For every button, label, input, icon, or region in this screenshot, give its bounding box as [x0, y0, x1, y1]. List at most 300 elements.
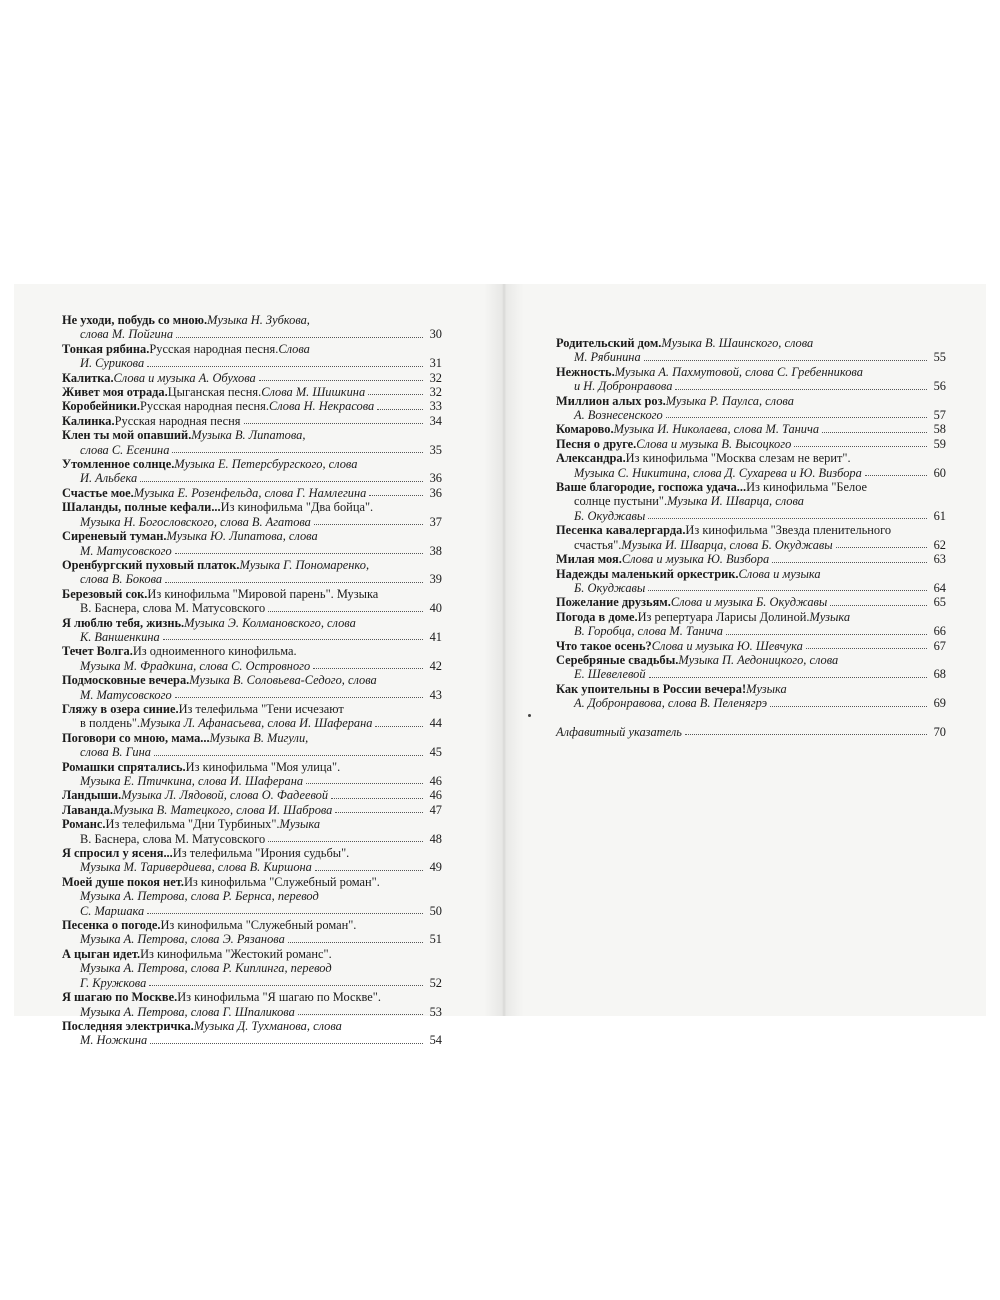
toc-entry-line	[62, 428, 442, 442]
song-title: Ромашки спрятались.	[62, 759, 186, 774]
toc-entry-line	[62, 673, 442, 687]
song-credits: М. Ножкина	[80, 1033, 148, 1048]
dot-leader	[259, 371, 423, 381]
page-number: 36	[429, 485, 442, 500]
right-page	[502, 284, 986, 1016]
song-credits: Слова и музыка Ю. Визбора	[621, 552, 770, 567]
song-title: Александра.	[556, 451, 626, 466]
toc-entry-line	[62, 760, 442, 774]
dot-leader	[865, 466, 927, 476]
song-credits: Г. Кружкова	[80, 975, 147, 990]
song-title: Утомленное солнце.	[62, 457, 175, 472]
dot-leader	[149, 976, 423, 986]
toc-entry-line	[62, 846, 442, 860]
song-source: Русская народная песня.	[139, 399, 269, 414]
dot-leader	[147, 356, 423, 366]
song-source: Из кинофильма "Я шагаю по Москве".	[177, 990, 381, 1005]
toc-entry-line	[556, 567, 946, 581]
toc-entry-line	[556, 509, 946, 523]
page-number: 70	[933, 724, 946, 739]
toc-entry	[62, 817, 442, 846]
toc-entry	[62, 702, 442, 731]
toc-entry	[62, 616, 442, 645]
toc-entry	[62, 760, 442, 789]
song-title: Клен ты мой опавший.	[62, 428, 192, 443]
toc-entry-line	[556, 639, 946, 653]
page-number: 69	[933, 696, 946, 711]
dot-leader	[685, 725, 927, 735]
toc-entry	[62, 587, 442, 616]
song-credits: Музыка	[809, 609, 851, 624]
song-credits: К. Ваншенкина	[80, 629, 160, 644]
song-credits: Музыка И. Шварца, слова	[667, 494, 804, 509]
toc-entry	[556, 567, 946, 596]
toc-entry	[556, 336, 946, 365]
toc-entry	[556, 552, 946, 566]
song-credits: Музыка П. Аедоницкого, слова	[678, 652, 839, 667]
song-source: Из телефильма "Дни Турбиных".	[105, 817, 280, 832]
song-credits: Алфавитный указатель	[556, 724, 682, 739]
page-number: 52	[429, 975, 442, 990]
song-title: Надежды маленький оркестрик.	[556, 566, 739, 581]
toc-entry-line	[556, 725, 946, 739]
dot-leader	[649, 667, 927, 677]
toc-entry-line	[556, 451, 946, 465]
toc-entry	[62, 428, 442, 457]
toc-entry-line	[62, 529, 442, 543]
toc-entry	[62, 500, 442, 529]
song-credits: В. Горобца, слова М. Танича	[574, 624, 724, 639]
page-number: 36	[429, 471, 442, 486]
song-title: Серебряные свадьбы.	[556, 652, 679, 667]
dot-leader	[154, 745, 423, 755]
song-source: Русская народная песня	[114, 413, 241, 428]
song-source: Из кинофильма "Служебный роман".	[183, 874, 380, 889]
toc-entry	[556, 639, 946, 653]
toc-entry	[62, 414, 442, 428]
song-credits: слова В. Гина	[80, 745, 151, 760]
toc-entry-line	[556, 581, 946, 595]
toc-entry	[556, 451, 946, 480]
song-title: Калинка.	[62, 413, 115, 428]
dot-leader	[268, 832, 423, 842]
toc-entry-line	[62, 572, 442, 586]
toc-entry	[62, 846, 442, 875]
page-number: 62	[933, 537, 946, 552]
toc-entry	[62, 385, 442, 399]
page-number: 45	[429, 745, 442, 760]
toc-entry-line	[62, 471, 442, 485]
page-number: 33	[429, 399, 442, 414]
song-credits: Музыка Е. Розенфельда, слова Г. Намлегина	[133, 485, 367, 500]
toc-entry-line	[62, 832, 442, 846]
song-source: Из телефильма "Ирония судьбы".	[172, 846, 350, 861]
toc-entry	[556, 480, 946, 523]
song-title: Нежность.	[556, 364, 615, 379]
song-title: Коробейники.	[62, 399, 140, 414]
song-credits: Б. Окуджавы	[574, 508, 646, 523]
song-title: Как упоительны в России вечера!	[556, 681, 747, 696]
song-source: Из репертуара Ларисы Долиной.	[637, 609, 810, 624]
song-source: в полдень".	[80, 716, 141, 731]
page-number: 38	[429, 543, 442, 558]
toc-entry-line	[556, 653, 946, 667]
toc-entry-line	[62, 558, 442, 572]
song-credits: Музыка Р. Паулса, слова	[665, 393, 794, 408]
song-credits: Музыка Д. Тухманова, слова	[193, 1018, 342, 1033]
dot-leader	[244, 414, 424, 424]
toc-entry	[62, 875, 442, 918]
toc-entry-line	[62, 774, 442, 788]
song-credits: Музыка В. Мигули,	[209, 730, 309, 745]
song-title: Сиреневый туман.	[62, 529, 167, 544]
song-title: Лаванда.	[62, 802, 114, 817]
toc-entry-line	[62, 327, 442, 341]
toc-entry-line	[556, 350, 946, 364]
song-credits: Слова М. Шишкина	[261, 385, 366, 400]
song-credits: Музыка Л. Афанасьева, слова И. Шаферана	[140, 716, 373, 731]
dot-leader	[648, 509, 927, 519]
song-credits: слова М. Пойгина	[80, 327, 174, 342]
dot-leader	[331, 788, 423, 798]
page-number: 67	[933, 638, 946, 653]
song-credits: Слова и музыка	[738, 566, 821, 581]
dot-leader	[794, 437, 927, 447]
toc-entry-line	[62, 385, 442, 399]
toc-entry-line	[556, 523, 946, 537]
toc-entry-line	[556, 552, 946, 566]
song-credits: Музыка	[279, 817, 321, 832]
song-title: Песня о друге.	[556, 436, 637, 451]
toc-entry-line	[556, 667, 946, 681]
page-number: 60	[933, 465, 946, 480]
dot-leader	[772, 552, 927, 562]
song-credits: Музыка В. Соловьева-Седого, слова	[189, 673, 377, 688]
song-credits: Слова и музыка Ю. Шевчука	[651, 638, 803, 653]
song-credits: Музыка А. Пахмутовой, слова С. Гребенникова	[614, 364, 863, 379]
song-credits: М. Матусовского	[80, 687, 172, 702]
song-credits: Музыка Е. Птичкина, слова И. Шаферана	[80, 774, 304, 788]
toc-entry-line	[62, 976, 442, 990]
contents-list-left	[62, 313, 442, 1048]
dot-leader	[147, 904, 423, 914]
song-credits: А. Вознесенского	[574, 408, 663, 423]
toc-entry-line	[62, 457, 442, 471]
song-title: Не уходи, побудь со мною.	[62, 313, 208, 327]
song-credits: Слова Н. Некрасова	[268, 399, 375, 414]
song-title: А цыган идет.	[62, 946, 141, 961]
toc-entry-line	[62, 659, 442, 673]
song-title: Ваше благородие, госпожа удача...	[556, 480, 747, 495]
song-credits: Музыка В. Липатова,	[191, 428, 306, 443]
song-title: Гляжу в озера синие.	[62, 701, 179, 716]
song-source: Цыганская песня.	[167, 385, 262, 400]
page-number: 39	[429, 572, 442, 587]
dot-leader	[298, 1005, 423, 1015]
song-title: Тонкая рябина.	[62, 341, 150, 356]
song-source: Из кинофильма "Звезда пленительного	[685, 523, 892, 538]
song-title: Песенка кавалергарда.	[556, 523, 686, 538]
page-number: 68	[933, 667, 946, 682]
song-source: Из кинофильма "Два бойца".	[220, 500, 374, 515]
toc-entry-line	[62, 1005, 442, 1019]
toc-entry-line	[556, 595, 946, 609]
toc-entry-line	[62, 500, 442, 514]
toc-entry-line	[62, 630, 442, 644]
dot-leader	[644, 350, 927, 360]
toc-entry	[62, 731, 442, 760]
dot-leader	[648, 581, 927, 591]
page-number: 30	[429, 327, 442, 342]
page-number: 43	[429, 687, 442, 702]
toc-entry-line	[556, 624, 946, 638]
toc-entry-line	[62, 745, 442, 759]
toc-entry	[556, 682, 946, 711]
song-credits: Музыка М. Таривердиева, слова В. Киршона	[80, 860, 312, 875]
page-number: 56	[933, 379, 946, 394]
song-credits: А. Добронравова, слова В. Пеленягрэ	[574, 696, 768, 711]
song-credits: Музыка С. Никитина, слова Д. Сухарева и Ю. Визбора	[574, 465, 862, 480]
toc-entry-line	[62, 587, 442, 601]
page-number: 63	[933, 552, 946, 567]
toc-entry-line	[62, 313, 442, 327]
song-title: Шаланды, полные кефали...	[62, 500, 221, 515]
song-credits: Музыка А. Петрова, слова Г. Шпаликова	[80, 1004, 295, 1019]
toc-entry-line	[62, 1033, 442, 1047]
song-title: Миллион алых роз.	[556, 393, 666, 408]
dot-leader	[830, 595, 927, 605]
toc-entry-line	[62, 443, 442, 457]
song-credits: Е. Шевелевой	[574, 667, 646, 682]
toc-entry	[62, 342, 442, 371]
song-credits: Музыка В. Шаинского, слова	[661, 336, 814, 350]
song-credits: М. Матусовского	[80, 543, 172, 558]
page-number: 40	[429, 601, 442, 616]
page-number: 44	[429, 716, 442, 731]
page-number: 32	[429, 370, 442, 385]
song-title: Ландыши.	[62, 788, 122, 803]
song-credits: Слова и музыка В. Высоцкого	[636, 436, 792, 451]
song-credits: Слова и музыка А. Обухова	[113, 370, 256, 385]
toc-entry	[62, 803, 442, 817]
toc-entry	[556, 595, 946, 609]
song-credits: Б. Окуджавы	[574, 580, 646, 595]
song-title: Романс.	[62, 817, 106, 832]
song-credits: слова В. Бокова	[80, 572, 163, 587]
song-source: Русская народная песня.	[149, 341, 279, 356]
song-credits: И. Сурикова	[80, 356, 145, 371]
dot-leader	[666, 408, 927, 418]
page-number: 42	[429, 658, 442, 673]
dot-leader	[176, 327, 423, 337]
toc-entry	[62, 1019, 442, 1048]
song-source: Из телефильма "Тени исчезают	[178, 701, 344, 716]
toc-entry-line	[62, 716, 442, 730]
dot-leader	[314, 515, 423, 525]
song-credits: слова С. Есенина	[80, 442, 170, 457]
toc-entry-line	[62, 371, 442, 385]
song-credits: М. Рябинина	[574, 350, 641, 365]
song-credits: Музыка Ю. Липатова, слова	[166, 529, 318, 544]
dot-leader	[377, 399, 423, 409]
toc-entry	[556, 610, 946, 639]
toc-entry-line	[556, 480, 946, 494]
toc-entry	[62, 486, 442, 500]
dot-leader	[150, 1033, 423, 1043]
song-source: Из кинофильма "Белое	[746, 480, 868, 495]
song-title: Песенка о погоде.	[62, 918, 161, 933]
song-title: Милая моя.	[556, 552, 622, 567]
toc-entry-line	[62, 688, 442, 702]
song-title: Живет моя отрада.	[62, 385, 168, 400]
toc-entry-line	[62, 803, 442, 817]
song-credits: Музыка А. Петрова, слова Э. Рязанова	[80, 932, 285, 947]
dot-leader	[822, 422, 927, 432]
toc-entry	[556, 394, 946, 423]
toc-entry-line	[556, 365, 946, 379]
song-credits: Музыка Н. Зубкова,	[207, 313, 310, 327]
toc-entry	[556, 422, 946, 436]
page-number: 59	[933, 436, 946, 451]
song-credits: С. Маршака	[80, 903, 145, 918]
toc-entry-line	[62, 788, 442, 802]
dot-leader	[306, 774, 423, 784]
song-credits: Музыка И. Николаева, слова М. Танича	[613, 422, 820, 437]
dot-leader	[288, 932, 423, 942]
song-source: В. Баснера, слова М. Матусовского	[80, 831, 266, 846]
toc-entry-line	[62, 817, 442, 831]
toc-entry	[556, 523, 946, 552]
song-title: Что такое осень?	[556, 638, 652, 653]
page-number: 50	[429, 903, 442, 918]
toc-entry-line	[556, 408, 946, 422]
song-title: Моей душе покоя нет.	[62, 874, 184, 889]
toc-entry-line	[62, 399, 442, 413]
page-number: 58	[933, 422, 946, 437]
song-credits: Слова	[278, 341, 310, 356]
song-source: Из кинофильма "Москва слезам не верит".	[625, 451, 851, 466]
dot-leader	[836, 538, 927, 548]
page-number: 64	[933, 580, 946, 595]
toc-entry-line	[62, 918, 442, 932]
contents-list-right	[556, 336, 946, 739]
dot-leader	[268, 601, 423, 611]
song-credits: и Н. Добронравова	[574, 379, 673, 394]
dot-leader	[369, 486, 423, 496]
page-number: 35	[429, 442, 442, 457]
page-number: 51	[429, 932, 442, 947]
dot-leader	[726, 624, 927, 634]
dot-leader	[175, 544, 423, 554]
dot-leader	[375, 716, 423, 726]
page-number: 61	[933, 508, 946, 523]
toc-entry	[62, 918, 442, 947]
dot-leader	[368, 385, 423, 395]
toc-entry-line	[62, 616, 442, 630]
dot-leader	[315, 860, 423, 870]
dot-leader	[175, 688, 423, 698]
toc-entry-line	[556, 336, 946, 350]
song-source: солнце пустыни".	[574, 494, 668, 509]
toc-entry-line	[62, 947, 442, 961]
page-number: 57	[933, 408, 946, 423]
song-credits: Музыка А. Петрова, слова Р. Киплинга, перевод	[80, 961, 332, 976]
toc-entry-line	[556, 437, 946, 451]
song-title: Пожелание друзьям.	[556, 595, 671, 610]
page-number: 41	[429, 629, 442, 644]
song-credits: Музыка Л. Лядовой, слова О. Фадеевой	[121, 788, 329, 803]
toc-entry-line	[62, 932, 442, 946]
book-gutter	[484, 284, 524, 1016]
dot-leader	[165, 572, 423, 582]
song-source: счастья".	[574, 537, 622, 552]
toc-entry	[556, 437, 946, 451]
toc-entry-line	[62, 486, 442, 500]
song-credits: Музыка Н. Богословского, слова В. Агатова	[80, 514, 311, 529]
song-source: Из кинофильма "Мировой парень". Музыка	[147, 586, 379, 601]
toc-entry-line	[556, 466, 946, 480]
page-number: 48	[429, 831, 442, 846]
toc-entry-line	[62, 601, 442, 615]
song-title: Поговори со мною, мама...	[62, 730, 210, 745]
song-credits: Музыка	[746, 681, 787, 696]
page-number: 65	[933, 595, 946, 610]
song-credits: Музыка Э. Колмановского, слова	[184, 615, 356, 630]
toc-entry	[62, 529, 442, 558]
toc-entry-line	[62, 515, 442, 529]
toc-entry-line	[556, 610, 946, 624]
toc-entry-line	[62, 702, 442, 716]
song-credits: Музыка Е. Петерсбургского, слова	[174, 457, 358, 472]
song-credits: Музыка А. Петрова, слова Р. Бернса, перевод	[80, 889, 319, 904]
song-source: Из кинофильма "Жестокий романс".	[140, 946, 332, 961]
song-title: Течет Волга.	[62, 644, 133, 659]
toc-entry-line	[62, 990, 442, 1004]
page-number: 32	[429, 385, 442, 400]
toc-entry-line	[62, 414, 442, 428]
book-spread	[14, 284, 986, 1048]
page-number: 34	[429, 413, 442, 428]
toc-entry-line	[62, 889, 442, 903]
page-number: 53	[429, 1004, 442, 1019]
toc-entry	[62, 399, 442, 413]
song-title: Я спросил у ясеня...	[62, 846, 173, 861]
toc-entry	[62, 457, 442, 486]
dot-leader	[172, 443, 423, 453]
dot-leader	[335, 803, 423, 813]
toc-entry-line	[62, 731, 442, 745]
page-number: 37	[429, 514, 442, 529]
toc-entry	[556, 725, 946, 739]
toc-entry	[62, 644, 442, 673]
dot-leader	[313, 659, 423, 669]
toc-entry-line	[62, 342, 442, 356]
page-number: 54	[429, 1033, 442, 1048]
toc-entry-line	[62, 860, 442, 874]
song-title: Березовый сок.	[62, 586, 148, 601]
toc-entry-line	[556, 422, 946, 436]
song-title: Подмосковные вечера.	[62, 673, 190, 688]
toc-entry-line	[62, 544, 442, 558]
page-number: 66	[933, 624, 946, 639]
page-number: 46	[429, 788, 442, 803]
toc-entry-line	[556, 696, 946, 710]
toc-entry-line	[556, 538, 946, 552]
song-credits: Музыка В. Матецкого, слова И. Шаброва	[113, 802, 333, 817]
toc-entry	[62, 313, 442, 342]
song-title: Родительский дом.	[556, 336, 662, 350]
toc-entry-line	[556, 379, 946, 393]
